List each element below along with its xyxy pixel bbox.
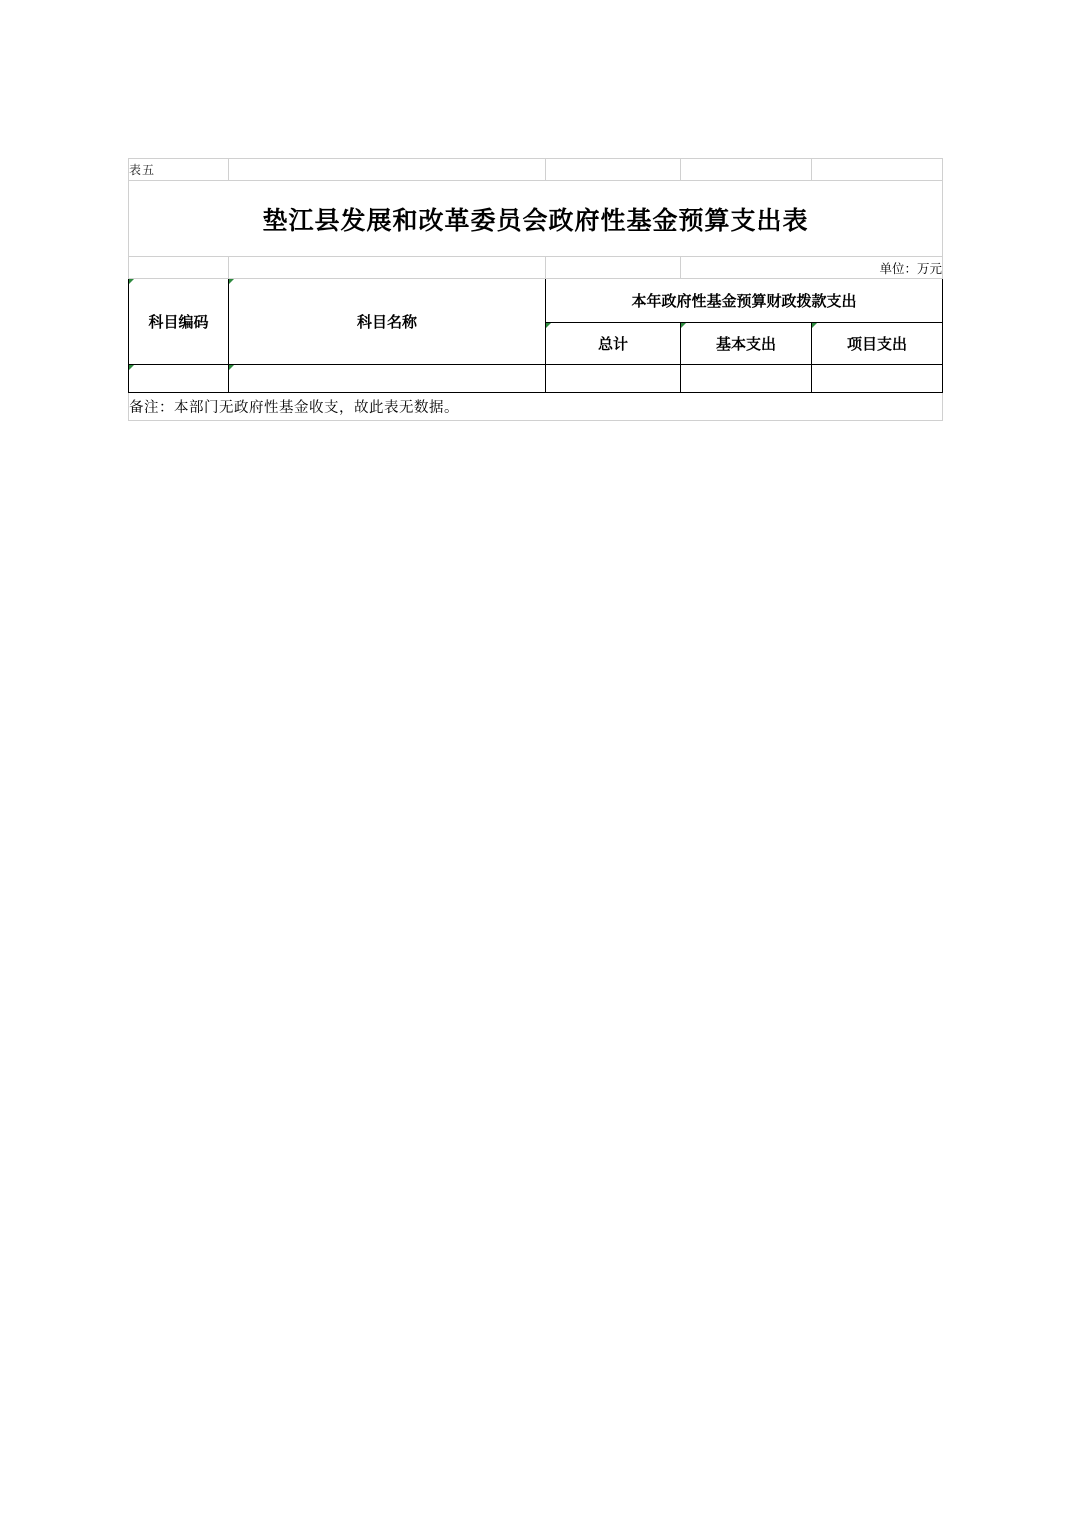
blank-cell xyxy=(812,159,943,181)
cell-basic xyxy=(681,365,812,393)
table-row xyxy=(129,365,943,393)
cell-total xyxy=(546,365,681,393)
col-header-code: 科目编码 xyxy=(129,279,229,365)
blank-cell xyxy=(229,257,546,279)
cell-project xyxy=(812,365,943,393)
blank-cell xyxy=(546,159,681,181)
sheet-tag-cell: 表五 xyxy=(129,159,229,181)
unit-label: 单位：万元 xyxy=(681,257,943,279)
unit-row xyxy=(129,257,943,279)
header-row-1 xyxy=(129,279,943,323)
note-row xyxy=(129,393,943,421)
page-title: 垫江县发展和改革委员会政府性基金预算支出表 xyxy=(129,181,943,257)
col-header-name: 科目名称 xyxy=(229,279,546,365)
blank-cell xyxy=(546,257,681,279)
title-row xyxy=(129,181,943,257)
budget-table xyxy=(128,158,943,421)
col-header-basic: 基本支出 xyxy=(681,323,812,365)
col-header-project: 项目支出 xyxy=(812,323,943,365)
blank-cell xyxy=(229,159,546,181)
blank-cell xyxy=(681,159,812,181)
spreadsheet-area xyxy=(128,158,942,421)
col-header-group: 本年政府性基金预算财政拨款支出 xyxy=(546,279,943,323)
table-note: 备注：本部门无政府性基金收支，故此表无数据。 xyxy=(129,393,943,421)
sheet-tag-row xyxy=(129,159,943,181)
cell-code xyxy=(129,365,229,393)
blank-cell xyxy=(129,257,229,279)
col-header-total: 总计 xyxy=(546,323,681,365)
cell-name xyxy=(229,365,546,393)
